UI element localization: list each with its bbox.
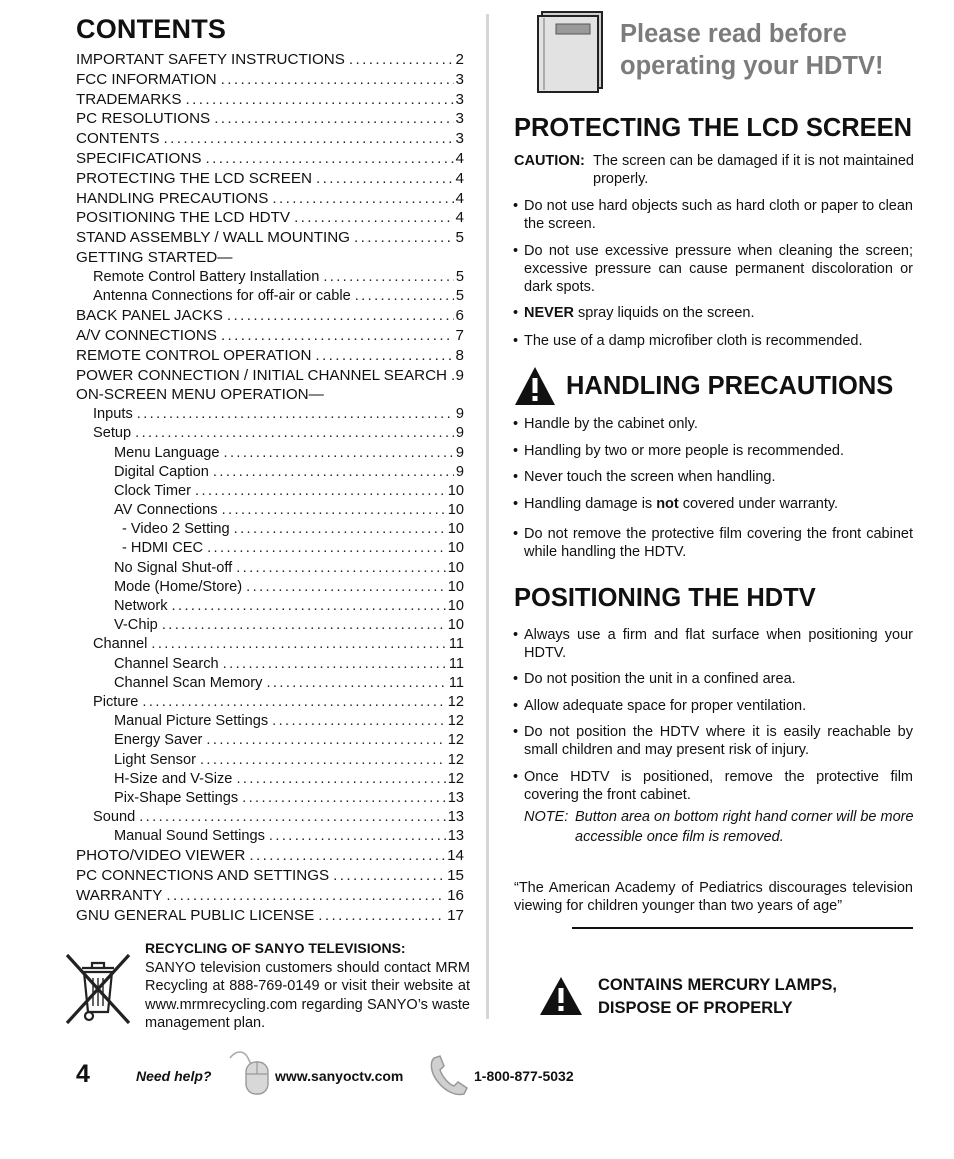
list-item: • Do not remove the protective film covering the front cabinet while handling the HDTV. xyxy=(513,526,913,561)
toc-entry-page: 3 xyxy=(455,110,464,128)
need-help-label: Need help? xyxy=(136,1068,212,1084)
toc-entry-page: 10 xyxy=(447,617,464,634)
toc-leader-dots xyxy=(207,539,446,558)
toc-entry-page: 5 xyxy=(455,287,464,304)
toc-entry-label: Picture xyxy=(93,693,139,710)
toc-leader-dots xyxy=(164,129,454,149)
toc-entry-page: 12 xyxy=(447,770,464,787)
toc-leader-dots xyxy=(195,482,446,501)
toc-entry xyxy=(76,731,464,750)
toc-entry xyxy=(76,169,464,189)
warning-triangle-icon xyxy=(538,975,584,1017)
toc-entry-label: Clock Timer xyxy=(114,482,192,499)
toc-entry xyxy=(76,50,464,70)
manual-book-icon xyxy=(536,10,606,94)
caution-label: CAUTION: xyxy=(514,153,585,169)
toc-entry-page: 3 xyxy=(455,130,464,148)
toc-entry xyxy=(76,405,464,424)
toc-entry-label: Sound xyxy=(93,809,136,826)
positioning-bullet-5: Once HDTV is positioned, remove the protective film covering the front cabinet. xyxy=(524,769,913,804)
toc-leader-dots xyxy=(323,268,454,287)
toc-entry xyxy=(76,385,464,405)
mercury-line-1: CONTAINS MERCURY LAMPS, xyxy=(598,976,837,994)
toc-leader-dots xyxy=(205,149,453,169)
toc-leader-dots xyxy=(139,808,446,827)
toc-leader-dots xyxy=(318,906,445,926)
toc-entry-label: ON-SCREEN MENU OPERATION— xyxy=(76,386,324,404)
toc-entry-label: TRADEMARKS xyxy=(76,90,182,108)
toc-leader-dots xyxy=(221,326,454,346)
toc-entry xyxy=(76,906,464,926)
toc-entry-page: 9 xyxy=(455,406,464,423)
toc-entry-page: 9 xyxy=(455,463,464,480)
toc-leader-dots xyxy=(354,228,454,248)
toc-entry-label: IMPORTANT SAFETY INSTRUCTIONS xyxy=(76,51,345,68)
toc-entry-page: 17 xyxy=(447,906,464,924)
toc-entry-page: 10 xyxy=(447,540,464,557)
toc-entry-page: 10 xyxy=(447,521,464,538)
toc-entry xyxy=(76,616,464,635)
toc-entry-page: 13 xyxy=(447,828,464,845)
toc-leader-dots xyxy=(272,712,446,731)
caution-note xyxy=(514,152,914,189)
toc-leader-dots xyxy=(315,346,453,366)
list-item: • Once HDTV is positioned, remove the protective film covering the front cabinet. xyxy=(513,769,913,804)
toc-entry-label: GNU GENERAL PUBLIC LICENSE xyxy=(76,906,315,924)
toc-leader-dots xyxy=(294,208,453,228)
computer-mouse-icon xyxy=(228,1048,272,1096)
toc-entry xyxy=(76,501,464,520)
toc-entry-label: PC RESOLUTIONS xyxy=(76,110,211,128)
toc-entry-label: STAND ASSEMBLY / WALL MOUNTING xyxy=(76,229,350,247)
toc-entry-page: 12 xyxy=(447,693,464,710)
page-number: 4 xyxy=(76,1060,90,1088)
toc-entry-label: REMOTE CONTROL OPERATION xyxy=(76,346,312,364)
toc-leader-dots xyxy=(227,306,454,326)
toc-entry-label: Channel xyxy=(93,636,148,653)
table-of-contents xyxy=(76,50,464,926)
toc-entry-label: Inputs xyxy=(93,406,133,423)
help-phone-number: 1-800-877-5032 xyxy=(474,1068,574,1084)
help-website-link[interactable]: www.sanyoctv.com xyxy=(275,1068,404,1084)
toc-entry-label: Light Sensor xyxy=(114,751,196,768)
toc-leader-dots xyxy=(221,70,454,90)
toc-entry xyxy=(76,635,464,654)
list-item: • Handling damage is not covered under warranty. xyxy=(513,495,913,513)
note-label: NOTE: xyxy=(524,809,569,825)
handling-bullet-1: Handle by the cabinet only. xyxy=(524,416,698,432)
toc-entry-page: 11 xyxy=(448,655,464,672)
toc-leader-dots xyxy=(172,597,446,616)
toc-leader-dots xyxy=(249,846,445,866)
toc-entry xyxy=(76,559,464,578)
telephone-handset-icon xyxy=(428,1054,470,1098)
toc-entry xyxy=(76,90,464,110)
toc-leader-dots xyxy=(206,731,445,750)
note-text: Button area on bottom right hand corner will be more accessible once film is removed. xyxy=(575,809,914,845)
damage-not-emphasis: not xyxy=(656,496,679,512)
toc-entry xyxy=(76,520,464,539)
toc-entry-label: Remote Control Battery Installation xyxy=(93,268,320,285)
toc-entry xyxy=(76,70,464,90)
toc-entry-page: 12 xyxy=(447,751,464,768)
toc-entry-label: POSITIONING THE LCD HDTV xyxy=(76,209,291,227)
toc-entry xyxy=(76,208,464,228)
toc-leader-dots xyxy=(242,789,446,808)
crossed-out-wheelie-bin-icon xyxy=(62,950,134,1028)
toc-entry xyxy=(76,539,464,558)
list-item: • NEVER spray liquids on the screen. xyxy=(513,304,913,322)
toc-entry-page: 12 xyxy=(447,713,464,730)
list-item: • Do not position the HDTV where it is easily reachable by small children and may present risk of injury. xyxy=(513,724,913,759)
toc-leader-dots xyxy=(224,444,454,463)
toc-entry-label: - Video 2 Setting xyxy=(122,521,230,538)
list-item: • Always use a firm and flat surface when positioning your HDTV. xyxy=(513,627,913,662)
list-item: • Allow adequate space for proper ventilation. xyxy=(513,697,913,715)
toc-entry-label: Antenna Connections for off-air or cable xyxy=(93,287,351,304)
recycling-heading: RECYCLING OF SANYO TELEVISIONS: xyxy=(145,940,406,956)
toc-entry-page: 11 xyxy=(448,636,464,653)
toc-entry xyxy=(76,578,464,597)
toc-entry-page: 3 xyxy=(455,70,464,88)
toc-entry-page: 9 xyxy=(455,444,464,461)
toc-leader-dots xyxy=(213,463,454,482)
positioning-bullet-1: Always use a firm and flat surface when positioning your HDTV. xyxy=(524,627,913,662)
never-emphasis: NEVER xyxy=(524,305,574,321)
protecting-heading: PROTECTING THE LCD SCREEN xyxy=(514,114,913,142)
list-item: • Do not position the unit in a confined area. xyxy=(513,670,913,688)
toc-leader-dots xyxy=(355,287,454,306)
toc-leader-dots xyxy=(135,424,454,443)
contents-title: CONTENTS xyxy=(76,14,227,44)
toc-entry-page: 13 xyxy=(447,789,464,806)
toc-leader-dots xyxy=(236,770,445,789)
toc-entry-label: Manual Picture Settings xyxy=(114,713,269,730)
toc-entry xyxy=(76,463,464,482)
handling-bullet-5: Do not remove the protective film covering the front cabinet while handling the HDTV. xyxy=(524,526,913,561)
toc-entry-page: 4 xyxy=(455,149,464,167)
toc-entry-label: Digital Caption xyxy=(114,463,209,480)
toc-entry-page: 10 xyxy=(447,559,464,576)
toc-entry-label: - HDMI CEC xyxy=(122,540,204,557)
toc-entry-label: Channel Scan Memory xyxy=(114,674,263,691)
list-item: • Do not use hard objects such as hard cloth or paper to clean the screen. xyxy=(513,198,913,233)
read-before-line-1: Please read before xyxy=(620,20,847,48)
pediatrics-quote: “The American Academy of Pediatrics discourages television viewing for children younger than two years of age” xyxy=(514,880,913,915)
toc-entry-page: 3 xyxy=(455,90,464,108)
toc-entry-page: 9 xyxy=(455,366,464,384)
toc-leader-dots xyxy=(166,886,445,906)
toc-leader-dots xyxy=(214,109,453,129)
toc-entry-page: 15 xyxy=(447,867,464,885)
toc-leader-dots xyxy=(236,559,446,578)
toc-entry xyxy=(76,789,464,808)
positioning-bullet-4: Do not position the HDTV where it is easily reachable by small children and may present risk of injury. xyxy=(524,724,913,759)
toc-entry-page: 7 xyxy=(455,326,464,344)
caution-text: The screen can be damaged if it is not maintained properly. xyxy=(593,153,914,188)
toc-entry-label: GETTING STARTED— xyxy=(76,248,233,266)
toc-leader-dots xyxy=(223,655,447,674)
toc-entry-label: V-Chip xyxy=(114,617,158,634)
read-before-line-2: operating your HDTV! xyxy=(620,52,884,80)
handling-bullet-4 xyxy=(524,495,913,513)
toc-entry-page: 12 xyxy=(447,732,464,749)
toc-leader-dots xyxy=(266,674,446,693)
toc-entry xyxy=(76,149,464,169)
toc-entry-page: 14 xyxy=(447,847,464,865)
toc-leader-dots xyxy=(272,189,453,209)
toc-entry-label: Setup xyxy=(93,425,132,442)
toc-entry-page: 5 xyxy=(455,268,464,285)
toc-entry-label: POWER CONNECTION / INITIAL CHANNEL SEARCH xyxy=(76,366,448,384)
toc-entry xyxy=(76,808,464,827)
toc-entry-label: Menu Language xyxy=(114,444,220,461)
toc-entry xyxy=(76,770,464,789)
toc-entry-page: 13 xyxy=(447,809,464,826)
damage-post: covered under warranty. xyxy=(678,496,839,512)
handling-heading: HANDLING PRECAUTIONS xyxy=(566,372,894,400)
toc-entry-page: 11 xyxy=(448,674,464,691)
positioning-heading: POSITIONING THE HDTV xyxy=(514,584,816,612)
warning-triangle-icon xyxy=(513,365,557,407)
toc-entry xyxy=(76,268,464,287)
toc-leader-dots xyxy=(142,693,445,712)
toc-entry-page: 8 xyxy=(455,346,464,364)
toc-entry xyxy=(76,482,464,501)
toc-entry-page: 6 xyxy=(455,307,464,325)
protecting-bullet-1: Do not use hard objects such as hard cloth or paper to clean the screen. xyxy=(524,198,913,233)
toc-leader-dots xyxy=(269,827,446,846)
toc-entry xyxy=(76,306,464,326)
toc-entry xyxy=(76,674,464,693)
toc-entry-label: Mode (Home/Store) xyxy=(114,578,243,595)
toc-entry xyxy=(76,326,464,346)
toc-entry xyxy=(76,424,464,443)
toc-entry-label: HANDLING PRECAUTIONS xyxy=(76,189,269,207)
toc-entry xyxy=(76,846,464,866)
positioning-note xyxy=(524,808,916,847)
toc-leader-dots xyxy=(222,501,446,520)
positioning-bullet-3: Allow adequate space for proper ventilation. xyxy=(524,698,807,714)
toc-entry-page: 10 xyxy=(447,598,464,614)
protecting-bullet-4: The use of a damp microfiber cloth is recommended. xyxy=(524,333,863,349)
toc-entry-page: 4 xyxy=(455,209,464,227)
toc-leader-dots xyxy=(349,50,454,70)
toc-entry-label: Pix-Shape Settings xyxy=(114,789,239,806)
column-divider xyxy=(486,14,489,1019)
toc-entry xyxy=(76,109,464,129)
toc-entry xyxy=(76,866,464,886)
toc-entry xyxy=(76,444,464,463)
list-item: • The use of a damp microfiber cloth is recommended. xyxy=(513,332,913,350)
toc-entry xyxy=(76,597,464,616)
protecting-bullet-2: Do not use excessive pressure when cleaning the screen; excessive pressure can cause permanent discoloration or dark spots. xyxy=(524,243,913,296)
toc-entry-label: H-Size and V-Size xyxy=(114,770,233,787)
toc-entry-page: 2 xyxy=(455,51,464,68)
toc-entry xyxy=(76,366,464,386)
toc-entry xyxy=(76,129,464,149)
toc-entry xyxy=(76,886,464,906)
toc-entry-label: FCC INFORMATION xyxy=(76,70,217,88)
toc-entry-label: A/V CONNECTIONS xyxy=(76,326,217,344)
toc-entry-label: Network xyxy=(114,598,168,614)
toc-leader-dots xyxy=(246,578,446,597)
toc-entry xyxy=(76,751,464,770)
toc-entry-label: PC CONNECTIONS AND SETTINGS xyxy=(76,867,330,885)
mercury-line-2: DISPOSE OF PROPERLY xyxy=(598,999,793,1017)
toc-entry xyxy=(76,189,464,209)
toc-entry-page: 10 xyxy=(447,578,464,595)
recycling-text: SANYO television customers should contact MRM Recycling at 888-769-0149 or visit their website at www.mrmrecycling.com regarding SANYO’s waste management plan. xyxy=(145,960,470,1032)
toc-leader-dots xyxy=(316,169,454,189)
toc-leader-dots xyxy=(185,90,453,110)
toc-leader-dots xyxy=(333,866,445,886)
list-item: • Handling by two or more people is recommended. xyxy=(513,442,913,460)
toc-entry-label: Energy Saver xyxy=(114,732,203,749)
handling-bullet-2: Handling by two or more people is recommended. xyxy=(524,443,844,459)
toc-entry-label: BACK PANEL JACKS xyxy=(76,307,223,325)
toc-entry-label: WARRANTY xyxy=(76,887,163,905)
toc-entry-label: Channel Search xyxy=(114,655,219,672)
toc-entry-page: 9 xyxy=(455,425,464,442)
toc-entry-label: AV Connections xyxy=(114,502,218,519)
toc-entry xyxy=(76,827,464,846)
toc-entry xyxy=(76,228,464,248)
toc-leader-dots xyxy=(137,405,454,424)
never-rest: spray liquids on the screen. xyxy=(573,305,755,321)
toc-leader-dots xyxy=(162,616,446,635)
toc-leader-dots xyxy=(451,366,454,386)
positioning-bullet-2: Do not position the unit in a confined area. xyxy=(524,671,796,687)
toc-leader-dots xyxy=(200,751,446,770)
list-item: • Handle by the cabinet only. xyxy=(513,415,913,433)
toc-entry-label: PROTECTING THE LCD SCREEN xyxy=(76,169,312,187)
list-item: • Never touch the screen when handling. xyxy=(513,468,913,486)
damage-pre: Handling damage is xyxy=(524,496,657,512)
toc-entry-page: 10 xyxy=(447,502,464,519)
handling-bullet-3: Never touch the screen when handling. xyxy=(524,469,776,485)
toc-entry-page: 5 xyxy=(455,229,464,247)
toc-entry-page: 16 xyxy=(447,887,464,905)
mercury-warning xyxy=(598,974,837,1020)
protecting-bullet-3 xyxy=(524,304,913,322)
toc-entry xyxy=(76,346,464,366)
toc-entry xyxy=(76,693,464,712)
quote-underline xyxy=(572,927,913,929)
toc-entry xyxy=(76,655,464,674)
toc-entry xyxy=(76,248,464,268)
toc-leader-dots xyxy=(151,635,446,654)
toc-entry-page: 10 xyxy=(447,482,464,499)
toc-entry xyxy=(76,287,464,306)
list-item: • Do not use excessive pressure when cleaning the screen; excessive pressure can cause permanent discoloration or dark spots. xyxy=(513,243,913,296)
toc-entry-label: SPECIFICATIONS xyxy=(76,149,202,167)
toc-leader-dots xyxy=(234,520,446,539)
read-before-title xyxy=(620,18,920,82)
toc-entry-page: 4 xyxy=(455,189,464,207)
toc-entry-page: 4 xyxy=(455,169,464,187)
toc-entry-label: Manual Sound Settings xyxy=(114,828,265,845)
toc-entry-label: No Signal Shut-off xyxy=(114,559,233,576)
toc-entry xyxy=(76,712,464,731)
toc-entry-label: PHOTO/VIDEO VIEWER xyxy=(76,847,246,865)
toc-entry-label: CONTENTS xyxy=(76,130,160,148)
